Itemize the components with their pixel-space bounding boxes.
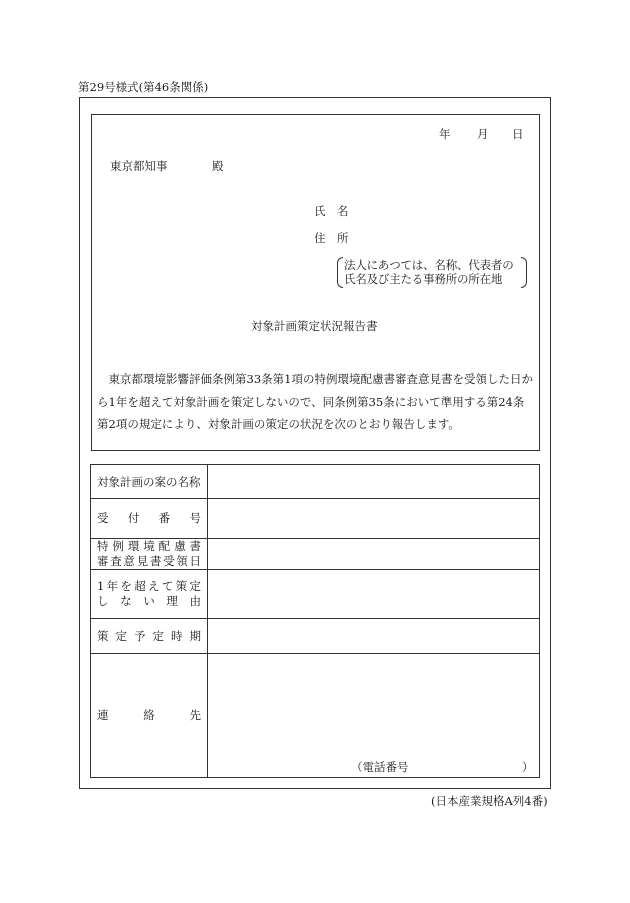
addressee-honorific: 殿 <box>212 159 224 173</box>
applicant-address-label-2: 所 <box>337 231 349 245</box>
corporate-note-line-1: 法人にあつては、名称、代表者の <box>344 258 514 272</box>
table-row <box>91 654 540 778</box>
date-year-label: 年 <box>439 127 451 141</box>
plan-name-value-cell[interactable] <box>208 465 540 499</box>
table-row <box>91 619 540 654</box>
receipt-number-label-cell <box>91 499 208 539</box>
note-bracket-left <box>337 257 343 288</box>
paper-size-footer: (日本産業規格A列4番) <box>431 794 548 808</box>
document-title: 対象計画策定状況報告書 <box>251 319 378 333</box>
contact-label-cell <box>91 654 208 778</box>
no-plan-reason-label-line-2: しない理由 <box>97 594 201 608</box>
receipt-number-value-cell[interactable] <box>208 499 540 539</box>
addressee-name: 東京都知事 <box>110 159 168 173</box>
opinion-received-label-line-1: 特例環境配慮書 <box>97 539 201 553</box>
contact-label: 連絡先 <box>97 708 201 722</box>
receipt-number-label: 受付番号 <box>97 511 201 525</box>
corporate-note-line-2: 氏名及び主たる事務所の所在地 <box>344 272 503 286</box>
contact-value-cell[interactable] <box>208 654 540 778</box>
applicant-address-label-1: 住 <box>314 231 326 245</box>
date-month-label: 月 <box>477 127 489 141</box>
phone-number-open: （電話番号 <box>351 760 409 774</box>
applicant-name-label-1: 氏 <box>314 204 326 218</box>
planned-date-label: 策定予定時期 <box>97 628 201 643</box>
plan-name-label: 対象計画の案の名称 <box>97 474 201 489</box>
no-plan-reason-value-cell[interactable] <box>208 570 540 619</box>
report-body-text: 東京都環境影響評価条例第33条第1項の特例環境配慮書審査意見書を受領した日から1年を超えて対象計画を策定しないので、同条例第35条において準用する第24条第2項の規定により、対象計画の策定の状況を次のとおり報告します。 <box>97 372 533 431</box>
note-bracket-right <box>521 257 527 288</box>
plan-name-label-cell <box>91 465 208 499</box>
no-plan-reason-label-cell <box>91 570 208 619</box>
date-day-label: 日 <box>512 127 524 141</box>
table-row <box>91 499 540 539</box>
report-details-table <box>90 464 540 778</box>
planned-date-value-cell[interactable] <box>208 619 540 654</box>
planned-date-label-cell <box>91 619 208 654</box>
opinion-received-value-cell[interactable] <box>208 539 540 570</box>
opinion-received-label-line-2: 審査意見書受領日 <box>97 554 201 568</box>
table-row <box>91 465 540 499</box>
applicant-name-label-2: 名 <box>337 204 349 218</box>
table-row <box>91 570 540 619</box>
phone-number-close: ） <box>522 760 534 774</box>
table-row <box>91 539 540 570</box>
opinion-received-label-cell <box>91 539 208 570</box>
no-plan-reason-label-line-1: 1年を超えて策定 <box>97 579 201 593</box>
form-number: 第29号様式(第46条関係) <box>78 80 209 94</box>
